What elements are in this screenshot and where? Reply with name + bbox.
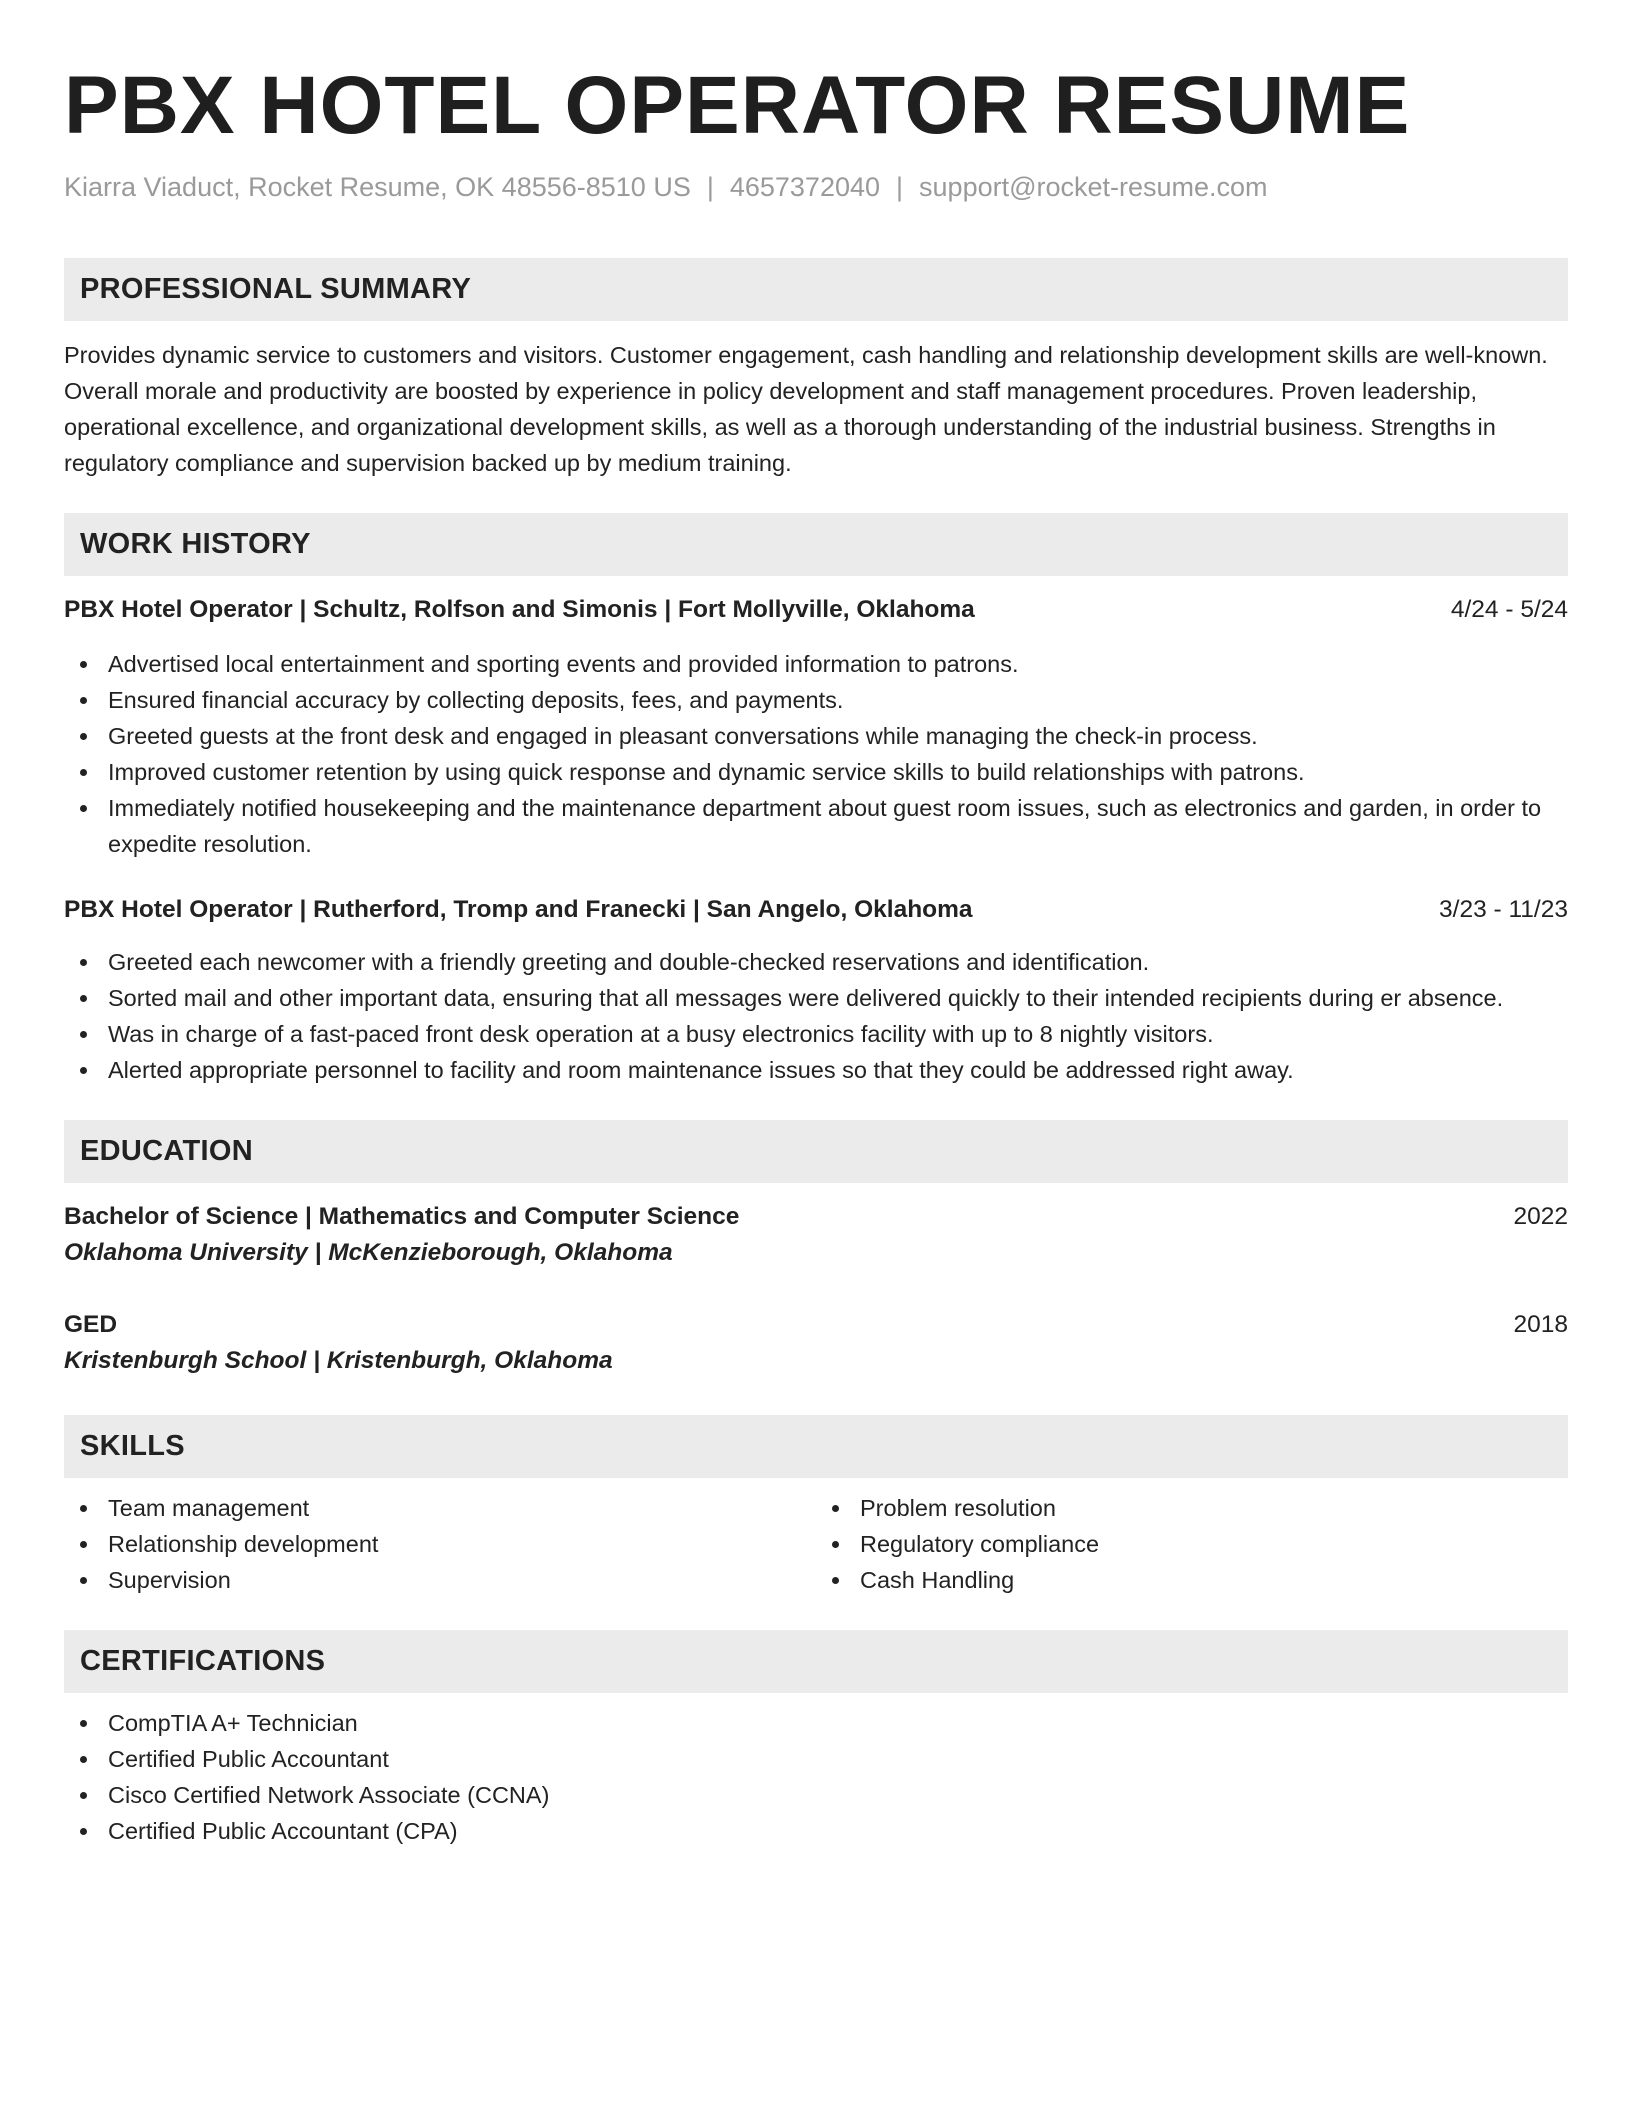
job-bullets (64, 646, 1568, 862)
education-header (64, 1199, 1568, 1235)
job-bullet: Advertised local entertainment and sporting events and provided information to patrons. (64, 646, 1568, 682)
job-title: PBX Hotel Operator | Schultz, Rolfson and Simonis | Fort Mollyville, Oklahoma (64, 596, 975, 623)
job-bullet: Greeted guests at the front desk and engaged in pleasant conversations while managing the check-in process. (64, 718, 1568, 754)
job-bullet: Improved customer retention by using quick response and dynamic service skills to build relationships with patrons. (64, 754, 1568, 790)
education-entry (64, 1199, 1568, 1271)
work-history-heading: WORK HISTORY (64, 513, 1568, 576)
job-dates: 3/23 - 11/23 (1439, 896, 1568, 923)
job-entry (64, 892, 1568, 1088)
job-entry (64, 592, 1568, 862)
contact-separator: | (706, 172, 714, 202)
skill-item: Team management (64, 1490, 816, 1526)
education-header (64, 1307, 1568, 1343)
contact-phone: 4657372040 (729, 172, 881, 202)
skills-heading: SKILLS (64, 1415, 1568, 1478)
job-header (64, 892, 1568, 928)
certification-item: CompTIA A+ Technician (64, 1705, 1568, 1741)
education-heading: EDUCATION (64, 1120, 1568, 1183)
education-year: 2022 (1513, 1203, 1568, 1230)
certification-item: Cisco Certified Network Associate (CCNA) (64, 1777, 1568, 1813)
job-dates: 4/24 - 5/24 (1450, 596, 1568, 623)
education-entry (64, 1307, 1568, 1379)
job-bullets (64, 944, 1568, 1088)
job-bullet: Ensured financial accuracy by collecting deposits, fees, and payments. (64, 682, 1568, 718)
education-degree: Bachelor of Science | Mathematics and Computer Science (64, 1203, 740, 1230)
job-bullet: Sorted mail and other important data, ensuring that all messages were delivered quickly to their intended recipients during er absence. (64, 980, 1568, 1016)
contact-address: Kiarra Viaduct, Rocket Resume, OK 48556-8510 US (64, 172, 691, 202)
contact-separator: | (896, 172, 904, 202)
skills-grid (64, 1490, 1568, 1598)
certification-item: Certified Public Accountant (CPA) (64, 1813, 1568, 1849)
skills-column-right (816, 1490, 1568, 1598)
certifications-list (64, 1705, 1568, 1849)
job-bullet: Alerted appropriate personnel to facility and room maintenance issues so that they could be addressed right away. (64, 1052, 1568, 1088)
summary-text: Provides dynamic service to customers and visitors. Customer engagement, cash handling and relationship development skills are well-known. Overall morale and productivity are boosted by experience in policy development and staff management procedures. Proven leadership, operational excellence, and organizational development skills, as well as a thorough understanding of the industrial business. Strengths in regulatory compliance and supervision backed up by medium training. (64, 342, 1548, 476)
skill-item: Cash Handling (816, 1562, 1568, 1598)
skill-item: Relationship development (64, 1526, 816, 1562)
skills-column-left (64, 1490, 816, 1598)
education-degree: GED (64, 1311, 118, 1338)
job-bullet: Immediately notified housekeeping and the maintenance department about guest room issues, such as electronics and garden, in order to expedite resolution. (64, 790, 1568, 862)
resume-title: PBX HOTEL OPERATOR RESUME (64, 60, 1411, 151)
education-year: 2018 (1513, 1311, 1568, 1338)
job-title: PBX Hotel Operator | Rutherford, Tromp and Franecki | San Angelo, Oklahoma (64, 896, 973, 923)
certifications-heading: CERTIFICATIONS (64, 1630, 1568, 1693)
certification-item: Certified Public Accountant (64, 1741, 1568, 1777)
education-school: Kristenburgh School | Kristenburgh, Oklahoma (64, 1347, 613, 1374)
skill-item: Regulatory compliance (816, 1526, 1568, 1562)
summary-heading: PROFESSIONAL SUMMARY (64, 258, 1568, 321)
job-header (64, 592, 1568, 628)
skill-item: Problem resolution (816, 1490, 1568, 1526)
job-bullet: Greeted each newcomer with a friendly greeting and double-checked reservations and identification. (64, 944, 1568, 980)
contact-line (64, 170, 1568, 204)
education-school: Oklahoma University | McKenzieborough, Oklahoma (64, 1239, 673, 1266)
contact-email: support@rocket-resume.com (919, 172, 1268, 202)
job-bullet: Was in charge of a fast-paced front desk operation at a busy electronics facility with up to 8 nightly visitors. (64, 1016, 1568, 1052)
skill-item: Supervision (64, 1562, 816, 1598)
